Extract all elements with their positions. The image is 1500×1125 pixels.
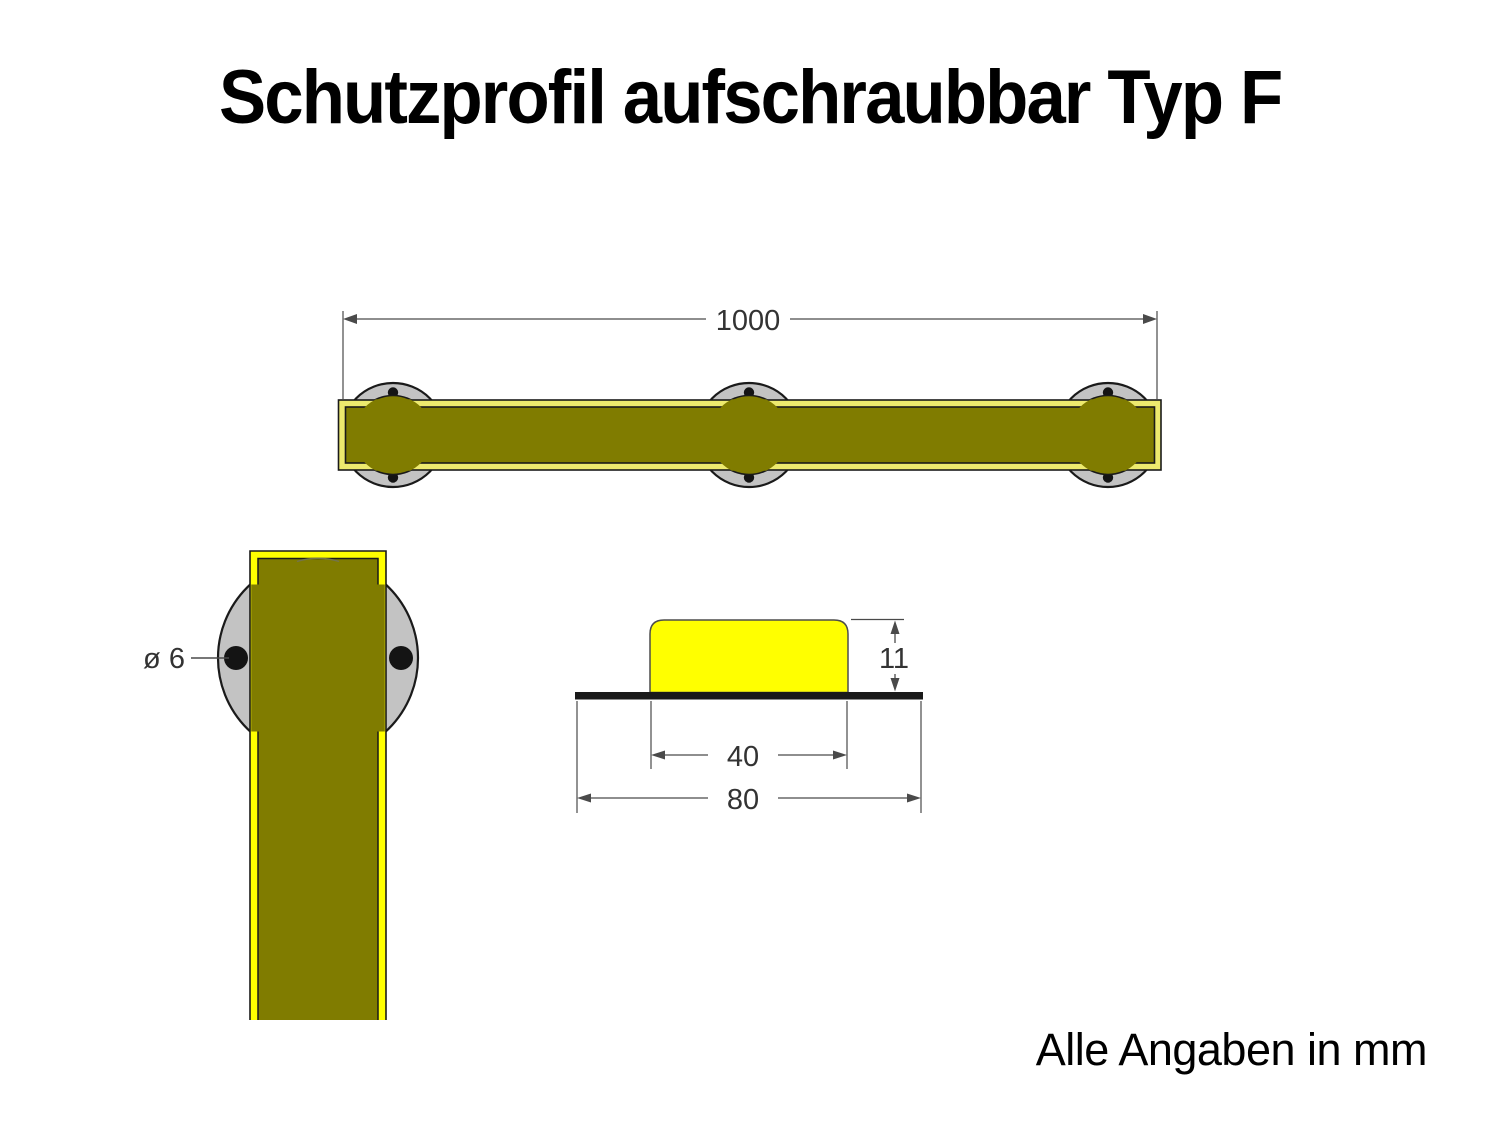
arrowhead-left-icon <box>651 751 665 760</box>
disc-bulge <box>354 396 433 475</box>
dimension-40-label: 40 <box>726 741 760 773</box>
arrowhead-right-icon <box>1143 314 1157 324</box>
side-disc-cover <box>251 585 385 732</box>
side-view <box>143 551 418 1020</box>
hole-diameter-callout <box>143 643 229 675</box>
arrowhead-down-icon <box>891 678 900 692</box>
section-profile <box>650 620 848 693</box>
screw-hole-right <box>389 646 413 670</box>
arrowhead-up-icon <box>891 621 900 635</box>
dimension-11 <box>851 620 909 692</box>
arrowhead-right-icon <box>907 794 921 803</box>
hole-diameter-label: ø 6 <box>143 643 185 675</box>
dimension-80-label: 80 <box>726 784 760 816</box>
arrowhead-left-icon <box>343 314 357 324</box>
dimension-1000-label: 1000 <box>715 305 781 337</box>
arrowhead-right-icon <box>833 751 847 760</box>
cross-section-view <box>575 620 923 817</box>
dimension-11-label: 11 <box>878 643 910 675</box>
units-note: Alle Angaben in mm <box>1035 1024 1427 1075</box>
disc-bulge <box>710 396 789 475</box>
dimension-40 <box>651 701 847 773</box>
disc-bulge <box>1069 396 1148 475</box>
page-title-text: Schutzprofil aufschraubbar Typ F <box>218 55 1282 140</box>
wall-base-line <box>575 692 923 700</box>
top-view <box>339 305 1162 487</box>
arrowhead-left-icon <box>577 794 591 803</box>
